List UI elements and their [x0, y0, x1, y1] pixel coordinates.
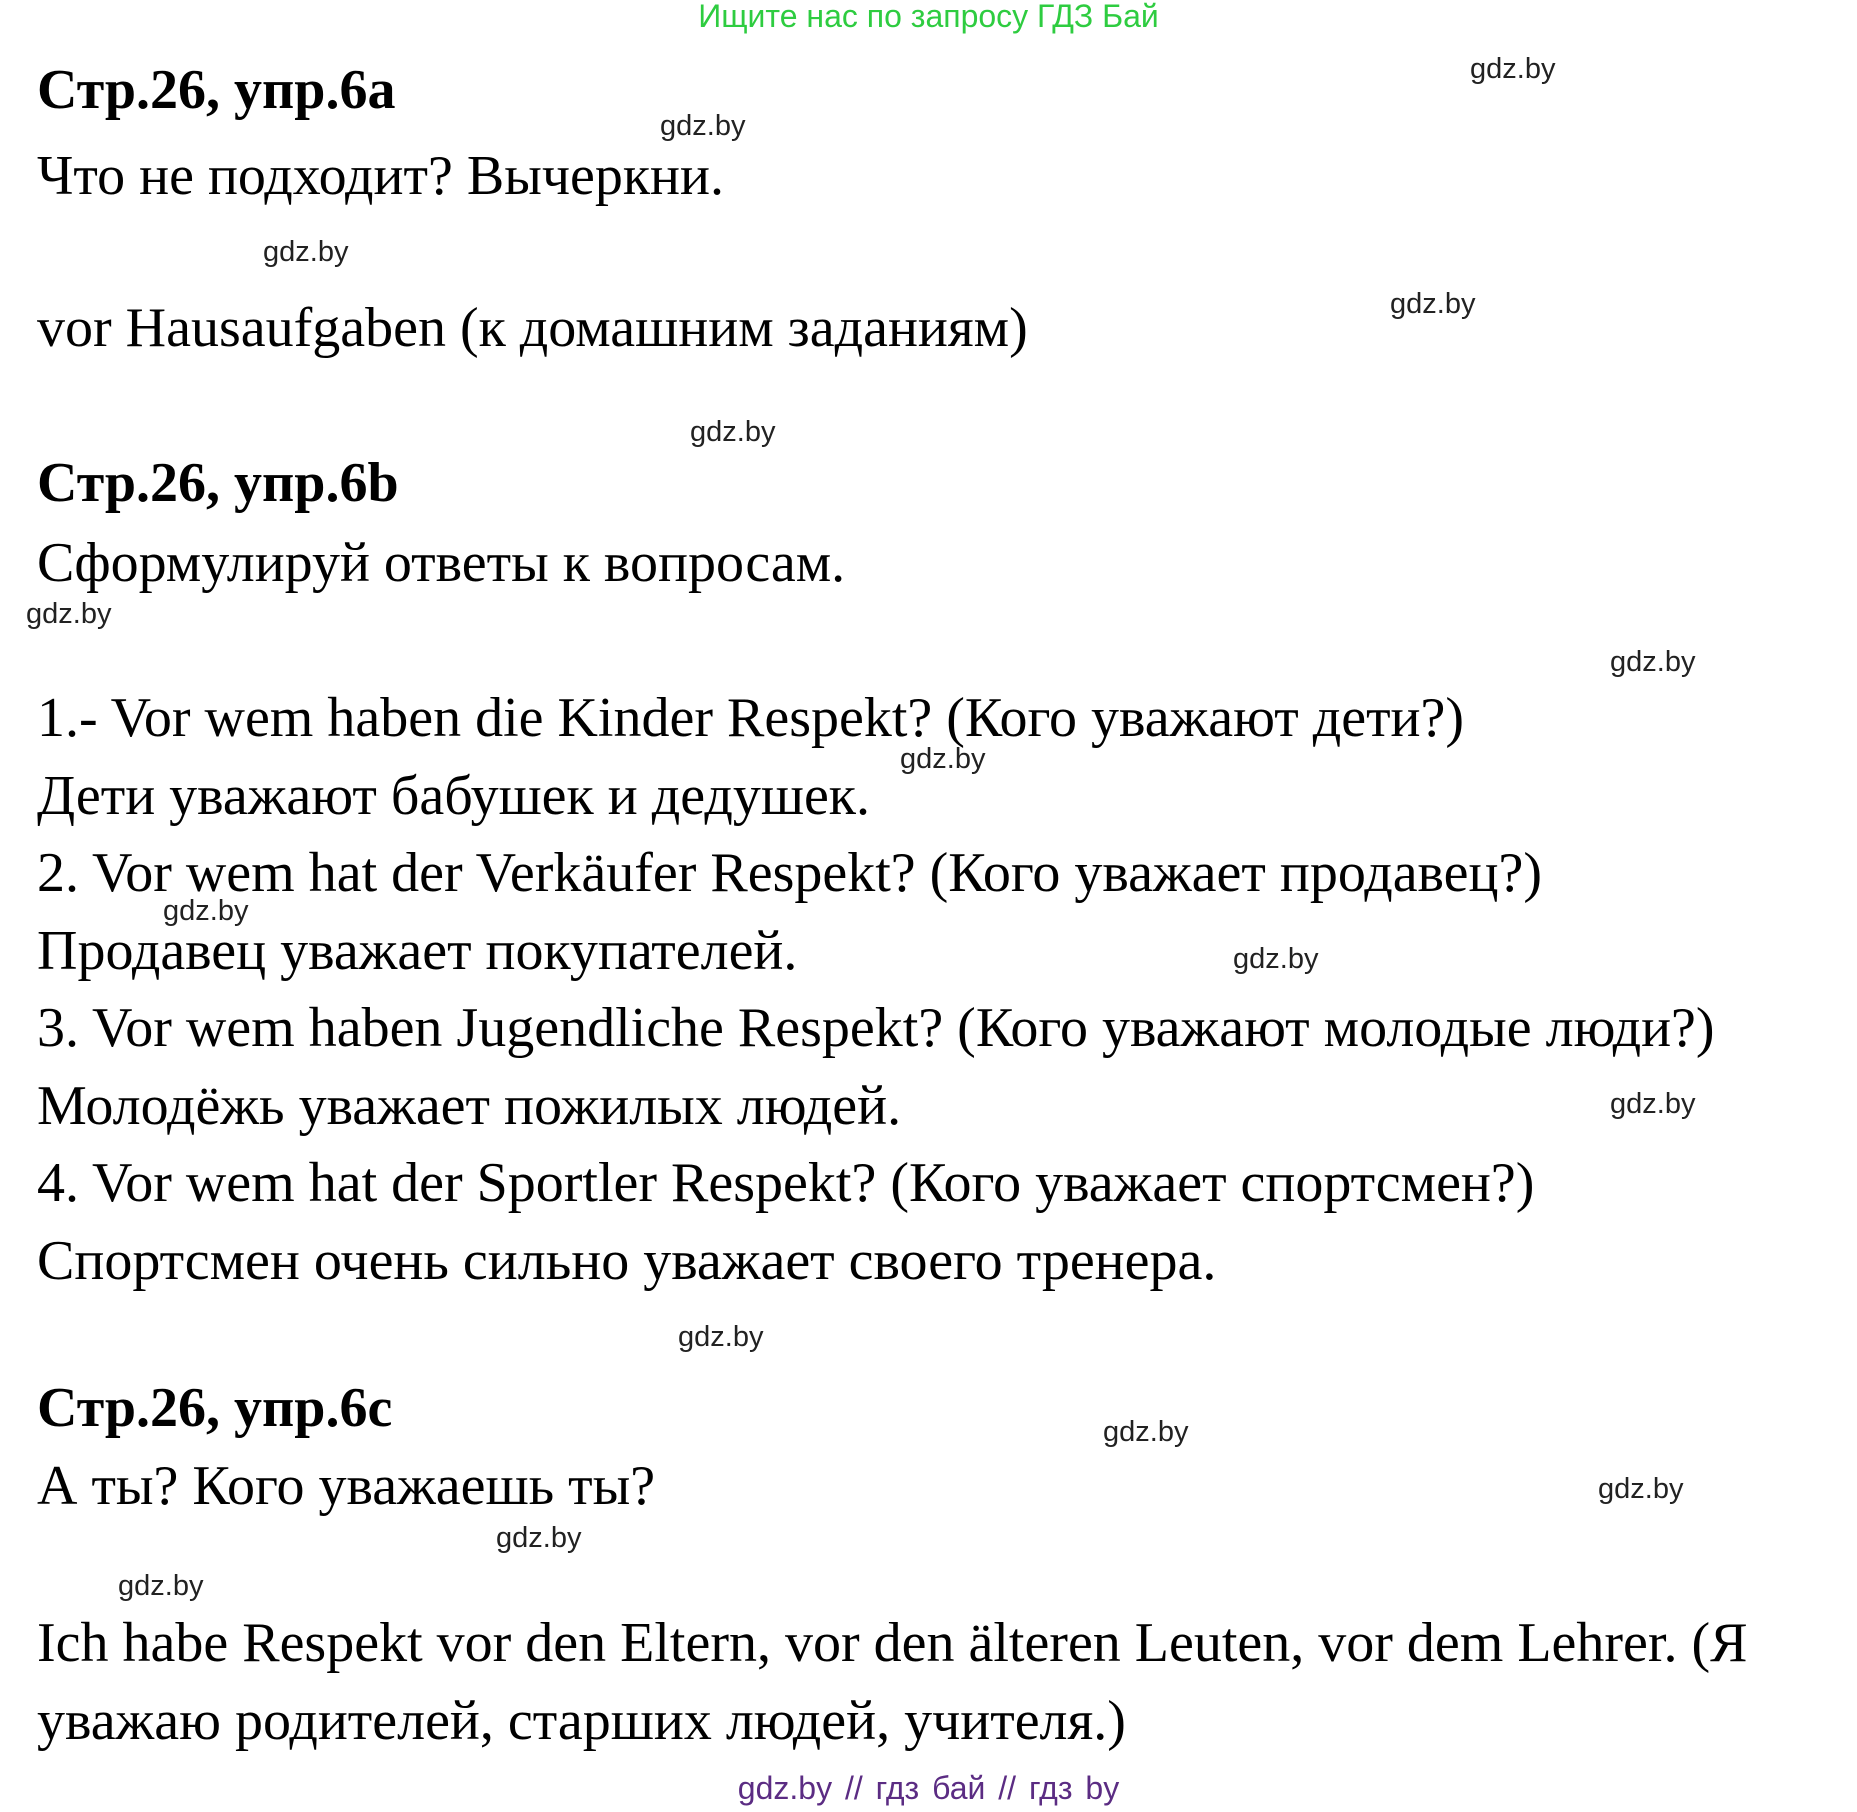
- top-banner: Ищите нас по запросу ГДЗ Бай: [698, 0, 1159, 34]
- watermark: gdz.by: [496, 1522, 582, 1554]
- question-1: 1.- Vor wem haben die Kinder Respekt? (Кого уважают дети?): [37, 687, 1465, 749]
- instruction-ex6b: Сформулируй ответы к вопросам.: [37, 532, 846, 594]
- watermark: gdz.by: [163, 895, 249, 927]
- question-3: 3. Vor wem haben Jugendliche Respekt? (Кого уважают молодые люди?): [37, 997, 1715, 1059]
- watermark: gdz.by: [1390, 288, 1476, 320]
- answer-ex6c-line1: Ich habe Respekt vor den Eltern, vor den älteren Leuten, vor dem Lehrer. (Я: [37, 1612, 1748, 1674]
- watermark: gdz.by: [678, 1321, 764, 1353]
- watermark: gdz.by: [118, 1570, 204, 1602]
- watermark: gdz.by: [690, 416, 776, 448]
- heading-ex6a: Стр.26, упр.6a: [37, 59, 396, 121]
- instruction-ex6a: Что не подходит? Вычеркни.: [37, 145, 724, 207]
- footer-banner: gdz.by // гдз бай // гдз by: [737, 1770, 1120, 1806]
- watermark: gdz.by: [1598, 1473, 1684, 1505]
- watermark: gdz.by: [1610, 1088, 1696, 1120]
- watermark: gdz.by: [1233, 943, 1319, 975]
- question-4: 4. Vor wem hat der Sportler Respekt? (Кого уважает спортсмен?): [37, 1152, 1535, 1214]
- answer-ex6a: vor Hausaufgaben (к домашним заданиям): [37, 297, 1028, 359]
- answer-2: Продавец уважает покупателей.: [37, 920, 798, 982]
- watermark: gdz.by: [263, 236, 349, 268]
- watermark: gdz.by: [1103, 1416, 1189, 1448]
- heading-ex6c: Стр.26, упр.6c: [37, 1377, 393, 1439]
- instruction-ex6c: А ты? Кого уважаешь ты?: [37, 1455, 656, 1517]
- watermark: gdz.by: [1470, 53, 1556, 85]
- heading-ex6b: Стр.26, упр.6b: [37, 452, 399, 514]
- answer-1: Дети уважают бабушек и дедушек.: [37, 765, 870, 827]
- answer-ex6c-line2: уважаю родителей, старших людей, учителя.): [37, 1690, 1126, 1752]
- watermark: gdz.by: [660, 110, 746, 142]
- answer-4: Спортсмен очень сильно уважает своего тренера.: [37, 1230, 1217, 1292]
- answer-3: Молодёжь уважает пожилых людей.: [37, 1075, 902, 1137]
- watermark: gdz.by: [900, 743, 986, 775]
- question-2: 2. Vor wem hat der Verkäufer Respekt? (Кого уважает продавец?): [37, 842, 1542, 904]
- watermark: gdz.by: [26, 598, 112, 630]
- watermark: gdz.by: [1610, 646, 1696, 678]
